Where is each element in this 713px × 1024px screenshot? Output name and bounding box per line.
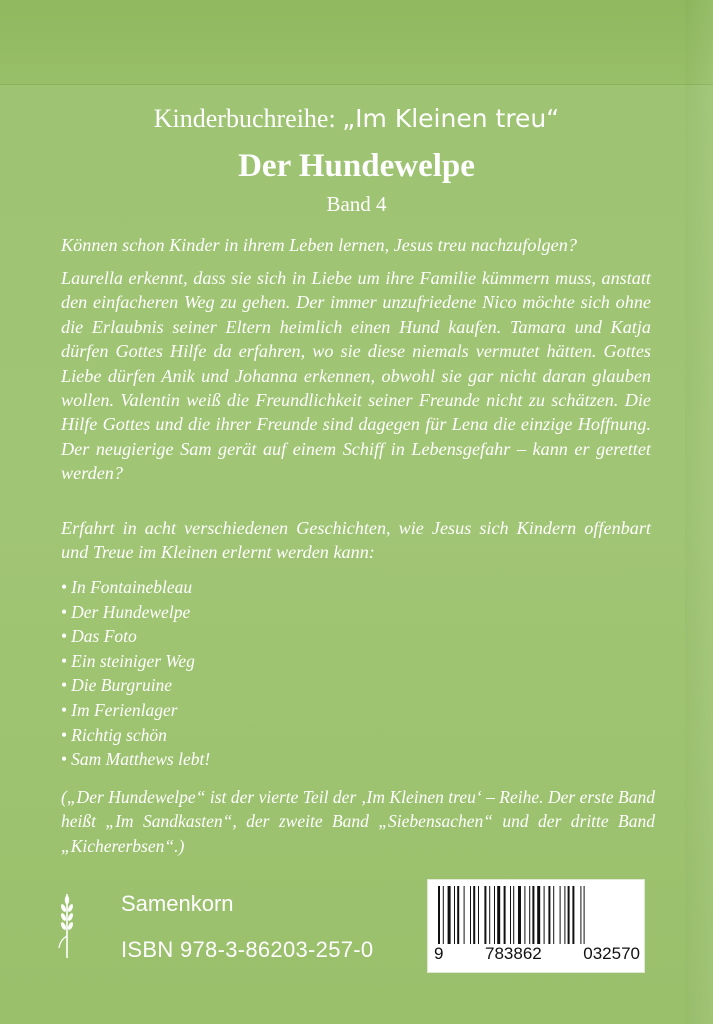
barcode-bar xyxy=(438,886,440,944)
blurb-paragraph: Laurella erkennt, dass sie sich in Liebe um ihre Familie kümmern muss, anstatt den einfacheren Weg zu gehen. Der immer unzufriedene Nico möchte sich ohne die Erlaubnis seiner Eltern heimlich einen Hund kaufen. Tamara und Katja dürfen Gottes Hilfe da erfahren, wo sie diese niemals vermutet hätten. Gottes Liebe dürfen Anik und Johanna erkennen, obwohl sie gar nicht daran glauben wollen. Valentin weiß die Freundlichkeit seiner Freunde nicht zu schätzen. Die Hilfe Gottes und die ihrer Freunde sind dagegen für Lena die einzige Hoffnung. Der neugierige Sam gerät auf einem Schiff in Lebensgefahr – kann er gerettet werden? xyxy=(61,268,651,484)
barcode-digits-left: 783862 xyxy=(485,944,542,963)
barcode-bar xyxy=(457,886,459,944)
barcode-bar xyxy=(580,886,581,944)
intro-question: Können schon Kinder in ihrem Leben lernen, Jesus treu nachzufolgen? xyxy=(61,235,577,255)
barcode-bar xyxy=(572,886,574,944)
list-item: • Sam Matthews lebt! xyxy=(61,747,461,772)
barcode-bar xyxy=(568,886,570,944)
barcode-bar xyxy=(524,886,525,944)
barcode-bar xyxy=(560,886,561,944)
barcode-bar xyxy=(494,886,495,944)
isbn-number: ISBN 978-3-86203-257-0 xyxy=(121,937,374,962)
barcode-bar xyxy=(448,886,451,944)
barcode-bar xyxy=(537,886,540,944)
barcode xyxy=(427,879,645,973)
publisher-name: Samenkorn xyxy=(121,891,234,916)
story-list xyxy=(61,575,461,772)
barcode-bar xyxy=(529,886,530,944)
cover-top-band xyxy=(0,0,713,85)
series-note: („Der Hundewelpe“ ist der vierte Teil der ‚Im Kleinen treu‘ – Reihe. Der erste Band heißt „Im Sandkasten“, der zweite Band „Siebensachen“ und der dritte Band „Kichererbsen“.) xyxy=(61,787,655,856)
barcode-bar xyxy=(489,886,490,944)
barcode-bar xyxy=(443,886,444,944)
list-item: • Die Burgruine xyxy=(61,673,461,698)
barcode-bar xyxy=(484,886,486,944)
book-title: Der Hundewelpe xyxy=(238,148,475,184)
barcode-digits xyxy=(434,944,640,964)
list-item: • In Fontainebleau xyxy=(61,575,461,600)
barcode-bar xyxy=(470,886,471,944)
barcode-digits-right: 032570 xyxy=(583,944,640,963)
list-item: • Ein steiniger Weg xyxy=(61,649,461,674)
volume-label: Band 4 xyxy=(326,192,387,216)
barcode-bar xyxy=(584,886,585,944)
barcode-digit-lead: 9 xyxy=(434,944,444,963)
barcode-bar xyxy=(553,886,554,944)
barcode-bar xyxy=(518,886,521,944)
series-name: „Im Kleinen treu“ xyxy=(342,104,560,133)
barcode-bar xyxy=(497,886,500,944)
barcode-bar xyxy=(532,886,534,944)
barcode-bar xyxy=(504,886,506,944)
list-item: • Der Hundewelpe xyxy=(61,600,461,625)
list-item: • Im Ferienlager xyxy=(61,698,461,723)
barcode-bar xyxy=(510,886,511,944)
list-item: • Richtig schön xyxy=(61,723,461,748)
barcode-bar xyxy=(548,886,550,944)
series-prefix: Kinderbuchreihe: xyxy=(153,104,343,133)
series-title xyxy=(0,104,713,134)
barcode-bar xyxy=(473,886,475,944)
barcode-bar xyxy=(544,886,545,944)
wheat-logo-icon xyxy=(56,890,78,960)
barcode-bar xyxy=(564,886,565,944)
barcode-bar xyxy=(464,886,465,944)
stories-intro-paragraph: Erfahrt in acht verschiedenen Geschichten, wie Jesus sich Kindern offenbart und Treue im Kleinen erlernt werden kann: xyxy=(61,518,651,563)
barcode-bars xyxy=(438,886,634,944)
barcode-bar xyxy=(454,886,455,944)
list-item: • Das Foto xyxy=(61,624,461,649)
barcode-bar xyxy=(478,886,479,944)
barcode-bar xyxy=(513,886,514,944)
